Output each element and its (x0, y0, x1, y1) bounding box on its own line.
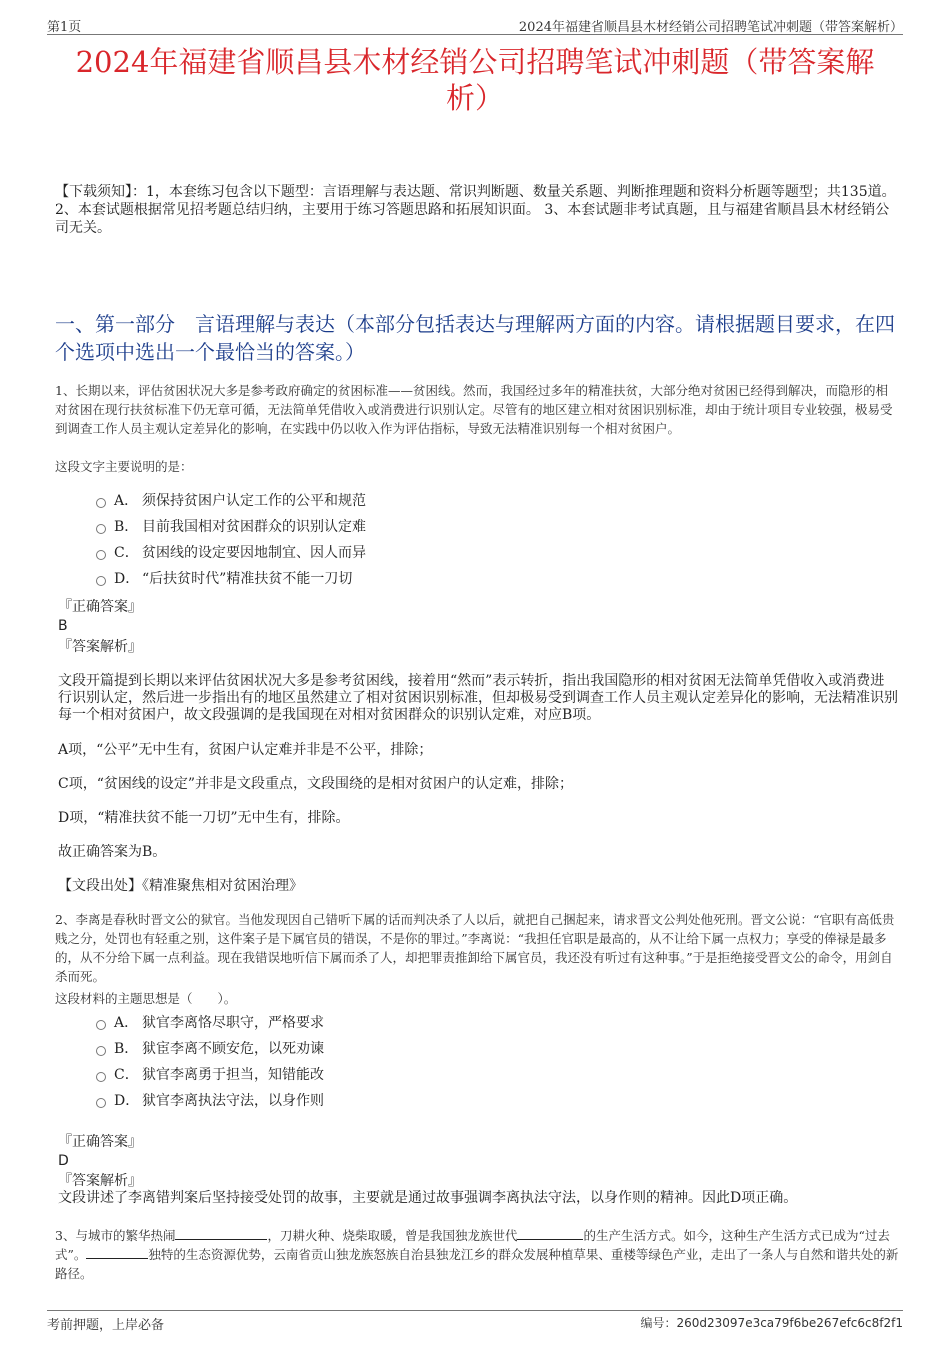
answer-tag: 『正确答案』 (58, 1134, 142, 1150)
page-footer (47, 1310, 903, 1331)
document-title (50, 44, 900, 116)
analysis-tag: 『答案解析』 (58, 639, 142, 655)
text-source: 【文段出处】《精准聚焦相对贫困治理》 (58, 878, 303, 894)
question-1-prompt: 这段文字主要说明的是： (55, 459, 193, 474)
section-heading: 一、第一部分 言语理解与表达（本部分包括表达与理解两方面的内容。请根据题目要求，在四个选项中选出一个最恰当的答案。） (55, 312, 895, 364)
footer-doc-id: 编号：260d23097e3ca79f6be267efc6c8f2f1 (640, 1316, 903, 1330)
option-d[interactable]: D． “后扶贫时代”精准扶贫不能一刀切 (96, 566, 366, 592)
fill-blank-3[interactable] (86, 1245, 148, 1259)
title-line-1: 2024年福建省顺昌县木材经销公司招聘笔试冲刺题（带答案解 (75, 45, 875, 79)
radio-icon[interactable] (96, 1072, 106, 1082)
option-c[interactable]: C． 贫困线的设定要因地制宜、因人而异 (96, 540, 366, 566)
page-header (47, 14, 903, 35)
question-1-options (96, 488, 366, 592)
conclusion: 故正确答案为B。 (58, 844, 167, 860)
title-line-2: 析） (445, 81, 504, 115)
analysis-note-a: A项，“公平”无中生有，贫困户认定难并非是不公平，排除； (58, 742, 433, 758)
answer-value: B (58, 618, 68, 634)
analysis-note-c: C项，“贫困线的设定”并非是文段重点，文段围绕的是相对贫困户的认定难，排除； (58, 776, 574, 792)
fill-blank-2[interactable] (517, 1226, 583, 1240)
answer-value: D (58, 1153, 69, 1169)
option-a[interactable]: A． 狱官李离恪尽职守，严格要求 (96, 1010, 324, 1036)
radio-icon[interactable] (96, 550, 106, 560)
question-2-options (96, 1010, 324, 1114)
question-1-text: 1、长期以来，评估贫困状况大多是参考政府确定的贫困标准——贫困线。然而，我国经过多年的精准扶贫，大部分绝对贫困已经得到解决，而隐形的相对贫困在现行扶贫标准下仍无章可循，无法简单凭借收入或消费进行识别认定。尽管有的地区建立相对贫困识别标准，却由于统计项目专业较强，极易受到调查工作人员主观认定差异化的影响，在实践中仍以收入作为评估指标，导致无法精准识别每一个相对贫困户。 (55, 383, 893, 436)
download-notice: 【下载须知】：1，本套练习包含以下题型：言语理解与表达题、常识判断题、数量关系题、判断推理题和资料分析题等题型；共135道。 2、本套试题根据常见招考题总结归纳，主要用于练习答题思路和拓展知识面。 3、本套试题非考试真题，且与福建省顺昌县木材经销公司无关。 (55, 184, 896, 236)
question-3-text: 3、与城市的繁华热闹 ，刀耕火种、烧柴取暖，曾是我国独龙族世代 的生产生活方式。如今，这种生产生活方式已成为“过去式”。 独特的生态资源优势，云南省贡山独龙族怒族自治县独龙江乡的群众发展种植草果、重楼等绿色产业，走出了一条人与自然和谐共处的新路径。 (55, 1228, 899, 1281)
option-b[interactable]: B． 目前我国相对贫困群众的识别认定难 (96, 514, 366, 540)
analysis-text: 文段开篇提到长期以来评估贫困状况大多是参考贫困线，接着用“然而”表示转折，指出我国隐形的相对贫困无法简单凭借收入或消费进行识别认定，然后进一步指出有的地区虽然建立了相对贫困识别标准，但却极易受到调查工作人员主观认定差异化的影响，无法精准识别每一个相对贫困户，故文段强调的是我国现在对相对贫困群众的识别认定难，对应B项。 (58, 673, 898, 723)
radio-icon[interactable] (96, 498, 106, 508)
radio-icon[interactable] (96, 524, 106, 534)
radio-icon[interactable] (96, 576, 106, 586)
radio-icon[interactable] (96, 1098, 106, 1108)
radio-icon[interactable] (96, 1046, 106, 1056)
header-doc-title: 2024年福建省顺昌县木材经销公司招聘笔试冲刺题（带答案解析） (518, 20, 903, 35)
option-c[interactable]: C． 狱官李离勇于担当，知错能改 (96, 1062, 324, 1088)
analysis-tag: 『答案解析』 (58, 1173, 142, 1189)
option-d[interactable]: D． 狱官李离执法守法，以身作则 (96, 1088, 324, 1114)
option-a[interactable]: A． 须保持贫困户认定工作的公平和规范 (96, 488, 366, 514)
answer-tag: 『正确答案』 (58, 599, 142, 615)
question-2-text: 2、李离是春秋时晋文公的狱官。当他发现因自己错听下属的话而判决杀了人以后，就把自己捆起来，请求晋文公判处他死刑。晋文公说：“官职有高低贵贱之分，处罚也有轻重之别，这件案子是下属官员的错误，不是你的罪过。”李离说：“我担任官职是最高的，从不让给下属一点权力；享受的俸禄是最多的，从不分给下属一点利益。现在我错误地听信下属而杀了人，却把罪责推卸给下属官员，我还没有听过有这种事。”于是拒绝接受晋文公的命令，用剑自杀而死。 (55, 912, 895, 984)
analysis-note-d: D项，“精准扶贫不能一刀切”无中生有，排除。 (58, 810, 350, 826)
radio-icon[interactable] (96, 1020, 106, 1030)
option-b[interactable]: B． 狱宦李离不顾安危，以死劝谏 (96, 1036, 324, 1062)
analysis-text: 文段讲述了李离错判案后坚持接受处罚的故事，主要就是通过故事强调李离执法守法，以身作则的精神。因此D项正确。 (58, 1190, 798, 1206)
footer-slogan: 考前押题，上岸必备 (47, 1318, 165, 1333)
page-number: 第1页 (47, 20, 82, 35)
question-2-prompt: 这段材料的主题思想是（ ）。 (55, 991, 237, 1006)
fill-blank-1[interactable] (175, 1226, 267, 1240)
